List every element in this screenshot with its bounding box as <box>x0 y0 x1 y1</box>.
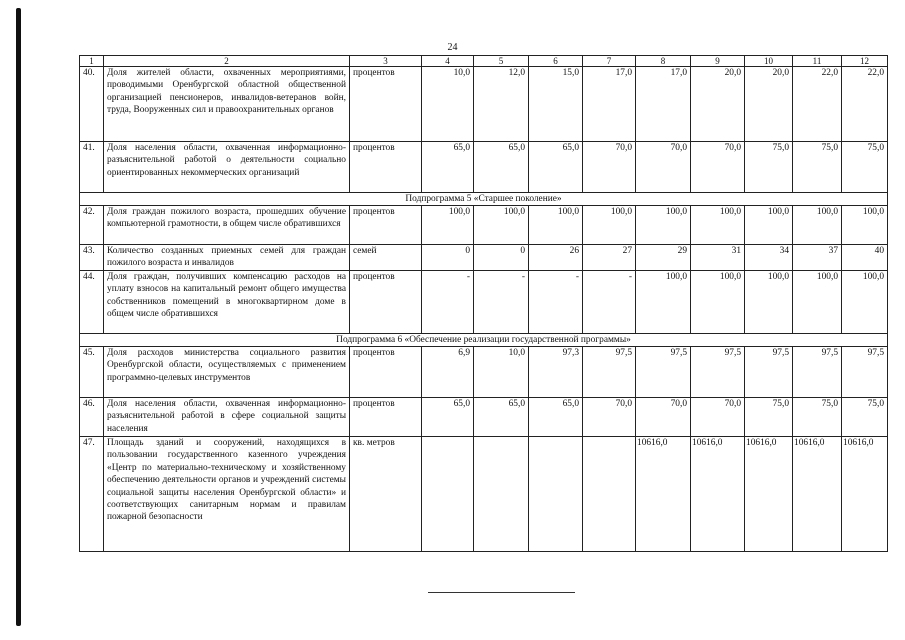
value-cell: 70,0 <box>636 142 691 193</box>
section-title: Подпрограмма 6 «Обеспечение реализации государственной программы» <box>80 334 888 347</box>
value-cell: 100,0 <box>793 271 842 334</box>
value-cell: 27 <box>583 245 636 271</box>
value-cell: 75,0 <box>793 398 842 437</box>
value-cell: 75,0 <box>842 398 888 437</box>
value-cell: 65,0 <box>422 142 474 193</box>
section-row <box>80 193 888 206</box>
value-cell: 100,0 <box>842 206 888 245</box>
value-cell: 75,0 <box>745 142 793 193</box>
row-number: 42. <box>80 206 104 245</box>
column-header-3: 3 <box>350 56 422 67</box>
value-cell: - <box>474 271 529 334</box>
value-cell: 10616,0 <box>745 437 793 552</box>
value-cell: 0 <box>422 245 474 271</box>
value-cell: 10616,0 <box>793 437 842 552</box>
value-cell: 100,0 <box>583 206 636 245</box>
value-cell: 100,0 <box>474 206 529 245</box>
value-cell: 10616,0 <box>636 437 691 552</box>
value-cell: 17,0 <box>583 67 636 142</box>
column-header-7: 7 <box>583 56 636 67</box>
value-cell: - <box>422 271 474 334</box>
indicator-name: Доля населения области, охваченная информационно-разъяснительной работой о деятельности социально ориентированных некоммерческих организаций <box>104 142 350 193</box>
value-cell: 0 <box>474 245 529 271</box>
indicator-name: Количество созданных приемных семей для граждан пожилого возраста и инвалидов <box>104 245 350 271</box>
row-number: 47. <box>80 437 104 552</box>
value-cell: 22,0 <box>793 67 842 142</box>
table-row <box>80 206 888 245</box>
value-cell: 75,0 <box>745 398 793 437</box>
row-number: 40. <box>80 67 104 142</box>
value-cell: 10,0 <box>474 347 529 398</box>
indicator-name: Доля граждан, получивших компенсацию расходов на уплату взносов на капитальный ремонт общего имущества собственников помещений в многоквартирном доме в общем числе обратившихся <box>104 271 350 334</box>
value-cell <box>422 437 474 552</box>
value-cell: 37 <box>793 245 842 271</box>
value-cell: 20,0 <box>745 67 793 142</box>
unit-cell: процентов <box>350 271 422 334</box>
indicator-name: Доля жителей области, охваченных мероприятиями, проводимыми Оренбургской областной общественной организацией пенсионеров, инвалидов-ветеранов войн, труда, Вооруженных сил и правоохранительных органов <box>104 67 350 142</box>
value-cell: 65,0 <box>422 398 474 437</box>
unit-cell: процентов <box>350 347 422 398</box>
value-cell: 97,5 <box>636 347 691 398</box>
value-cell: 65,0 <box>474 142 529 193</box>
row-number: 43. <box>80 245 104 271</box>
value-cell <box>474 437 529 552</box>
binding-edge <box>16 8 21 626</box>
value-cell: 40 <box>842 245 888 271</box>
section-title: Подпрограмма 5 «Старшее поколение» <box>80 193 888 206</box>
value-cell: 65,0 <box>474 398 529 437</box>
value-cell: 65,0 <box>529 398 583 437</box>
value-cell: 22,0 <box>842 67 888 142</box>
column-header-1: 1 <box>80 56 104 67</box>
value-cell: 20,0 <box>691 67 745 142</box>
indicators-table <box>79 55 888 552</box>
row-number: 45. <box>80 347 104 398</box>
column-header-5: 5 <box>474 56 529 67</box>
table-row <box>80 245 888 271</box>
value-cell: 34 <box>745 245 793 271</box>
unit-cell: процентов <box>350 206 422 245</box>
value-cell: 31 <box>691 245 745 271</box>
header-row <box>80 56 888 67</box>
value-cell: 10616,0 <box>842 437 888 552</box>
footer-divider <box>428 592 575 593</box>
table-row <box>80 271 888 334</box>
value-cell: 6,9 <box>422 347 474 398</box>
value-cell <box>529 437 583 552</box>
column-header-4: 4 <box>422 56 474 67</box>
value-cell: 97,5 <box>691 347 745 398</box>
value-cell: 65,0 <box>529 142 583 193</box>
value-cell: 15,0 <box>529 67 583 142</box>
value-cell: 97,5 <box>793 347 842 398</box>
column-header-8: 8 <box>636 56 691 67</box>
value-cell: 10616,0 <box>691 437 745 552</box>
value-cell: 12,0 <box>474 67 529 142</box>
value-cell: 97,5 <box>745 347 793 398</box>
unit-cell: процентов <box>350 142 422 193</box>
table-row <box>80 437 888 552</box>
value-cell: 100,0 <box>691 271 745 334</box>
table-row <box>80 142 888 193</box>
unit-cell: кв. метров <box>350 437 422 552</box>
value-cell: 17,0 <box>636 67 691 142</box>
value-cell: 100,0 <box>691 206 745 245</box>
value-cell: 100,0 <box>422 206 474 245</box>
value-cell: 70,0 <box>583 398 636 437</box>
value-cell: - <box>583 271 636 334</box>
value-cell: 97,3 <box>529 347 583 398</box>
table-row <box>80 67 888 142</box>
value-cell: 70,0 <box>636 398 691 437</box>
value-cell: 100,0 <box>636 206 691 245</box>
value-cell: 29 <box>636 245 691 271</box>
value-cell: 75,0 <box>842 142 888 193</box>
value-cell: 70,0 <box>691 398 745 437</box>
value-cell: 97,5 <box>842 347 888 398</box>
column-header-6: 6 <box>529 56 583 67</box>
value-cell: 100,0 <box>745 271 793 334</box>
indicator-name: Доля граждан пожилого возраста, прошедших обучение компьютерной грамотности, в общем числе обратившихся <box>104 206 350 245</box>
value-cell: 100,0 <box>842 271 888 334</box>
value-cell: 100,0 <box>529 206 583 245</box>
value-cell: 97,5 <box>583 347 636 398</box>
table-row <box>80 347 888 398</box>
column-header-9: 9 <box>691 56 745 67</box>
unit-cell: семей <box>350 245 422 271</box>
value-cell: 100,0 <box>636 271 691 334</box>
unit-cell: процентов <box>350 67 422 142</box>
table-body <box>80 67 888 552</box>
indicator-name: Доля расходов министерства социального развития Оренбургской области, осуществляемых с применением программно-целевых инструментов <box>104 347 350 398</box>
value-cell: 100,0 <box>745 206 793 245</box>
column-header-10: 10 <box>745 56 793 67</box>
column-header-2: 2 <box>104 56 350 67</box>
value-cell: 10,0 <box>422 67 474 142</box>
column-header-12: 12 <box>842 56 888 67</box>
table-row <box>80 398 888 437</box>
value-cell: 70,0 <box>583 142 636 193</box>
value-cell: 100,0 <box>793 206 842 245</box>
indicator-name: Доля населения области, охваченная информационно-разъяснительной работой в сфере социальной защиты населения <box>104 398 350 437</box>
row-number: 44. <box>80 271 104 334</box>
section-row <box>80 334 888 347</box>
value-cell: - <box>529 271 583 334</box>
column-header-11: 11 <box>793 56 842 67</box>
value-cell: 70,0 <box>691 142 745 193</box>
indicator-name: Площадь зданий и сооружений, находящихся в пользовании государственного казенного учреждения «Центр по материально-техническому и хозяйственному обеспечению деятельности органов и учреждений системы социальной защиты населения Оренбургской области» и соответствующих санитарным нормам и правилам пожарной безопасности <box>104 437 350 552</box>
value-cell <box>583 437 636 552</box>
page-number: 24 <box>447 42 458 53</box>
value-cell: 75,0 <box>793 142 842 193</box>
row-number: 46. <box>80 398 104 437</box>
value-cell: 26 <box>529 245 583 271</box>
unit-cell: процентов <box>350 398 422 437</box>
row-number: 41. <box>80 142 104 193</box>
